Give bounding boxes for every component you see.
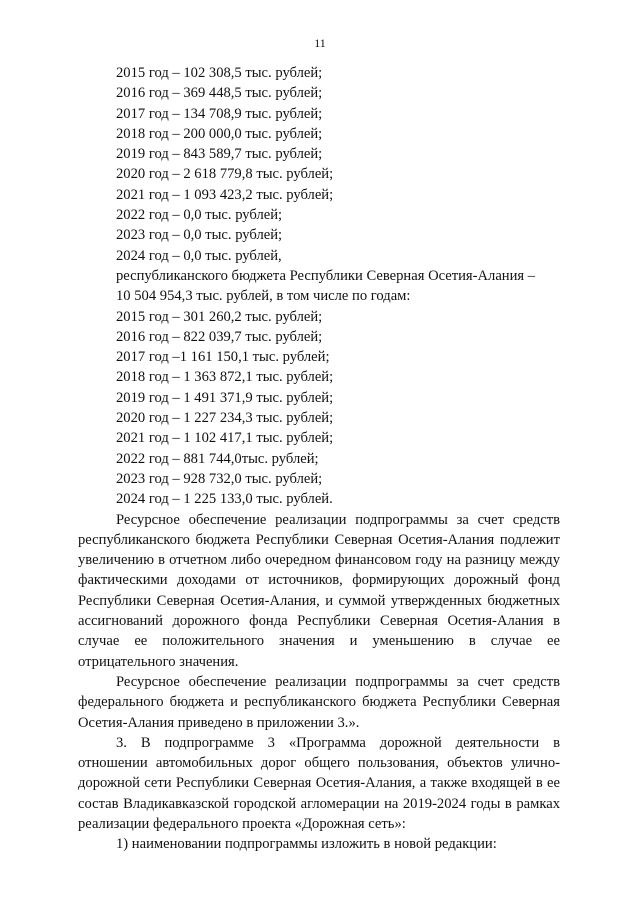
yearly-list-federal (78, 63, 560, 266)
year-line: 2018 год – 1 363 872,1 тыс. рублей; (116, 369, 334, 386)
paragraph-resource-increase: Ресурсное обеспечение реализации подпрограммы за счет средств республиканского бюджета Республики Северная Осетия-Алания подлежит увеличению в отчетном либо очередном финансовом году на разницу между фактическими доходами от источников, формирующих дорожный фонд Республики Северная Осетия-Алания, и суммой утвержденных бюджетных ассигнований дорожного фонда Республики Северная Осетия-Алания в случае ее положительного значения и уменьшению в случае ее отрицательного значения. (78, 511, 560, 670)
year-line: 2023 год – 928 732,0 тыс. рублей; (116, 470, 323, 487)
year-line: 2016 год – 369 448,5 тыс. рублей; (116, 85, 323, 102)
year-line: 2016 год – 822 039,7 тыс. рублей; (116, 328, 323, 345)
year-line: 2019 год – 1 491 371,9 тыс. рублей; (116, 389, 334, 406)
paragraph-item-1: 1) наименовании подпрограммы изложить в новой редакции: (116, 836, 497, 853)
year-line: 2019 год – 843 589,7 тыс. рублей; (116, 146, 323, 163)
paragraph-resource-appendix: Ресурсное обеспечение реализации подпрограммы за счет средств федерального бюджета и республиканского бюджета Республики Северная Осетия-Алания приведено в приложении 3.». (78, 673, 560, 731)
year-line: 2023 год – 0,0 тыс. рублей; (116, 227, 283, 244)
year-line: 2017 год –1 161 150,1 тыс. рублей; (116, 349, 330, 366)
year-line: 2017 год – 134 708,9 тыс. рублей; (116, 105, 323, 122)
budget-total: 10 504 954,3 тыс. рублей, в том числе по годам: (116, 288, 411, 305)
year-line: 2024 год – 0,0 тыс. рублей, (116, 247, 282, 264)
yearly-list-republican (78, 307, 560, 510)
page-number: 11 (314, 36, 326, 50)
year-line: 2015 год – 102 308,5 тыс. рублей; (116, 65, 323, 81)
year-line: 2022 год – 881 744,0тыс. рублей; (116, 450, 319, 467)
year-line: 2018 год – 200 000,0 тыс. рублей; (116, 125, 323, 142)
year-line: 2021 год – 1 093 423,2 тыс. рублей; (116, 186, 334, 203)
budget-heading: республиканского бюджета Республики Северная Осетия-Алания – (116, 267, 536, 284)
year-line: 2020 год – 1 227 234,3 тыс. рублей; (116, 410, 334, 427)
year-line: 2024 год – 1 225 133,0 тыс. рублей. (116, 491, 333, 508)
year-line: 2015 год – 301 260,2 тыс. рублей; (116, 308, 323, 325)
page-content (78, 63, 560, 855)
year-line: 2021 год – 1 102 417,1 тыс. рублей; (116, 430, 334, 447)
year-line: 2020 год – 2 618 779,8 тыс. рублей; (116, 166, 334, 183)
year-line: 2022 год – 0,0 тыс. рублей; (116, 207, 283, 224)
paragraph-subprogram-3: 3. В подпрограмме 3 «Программа дорожной деятельности в отношении автомобильных дорог общего пользования, объектов улично-дорожной сети Республики Северная Осетия-Алания, а также входящей в ее состав Владикавказской городской агломерации на 2019-2024 годы в рамках реализации федерального проекта «Дорожная сеть»: (78, 734, 560, 832)
